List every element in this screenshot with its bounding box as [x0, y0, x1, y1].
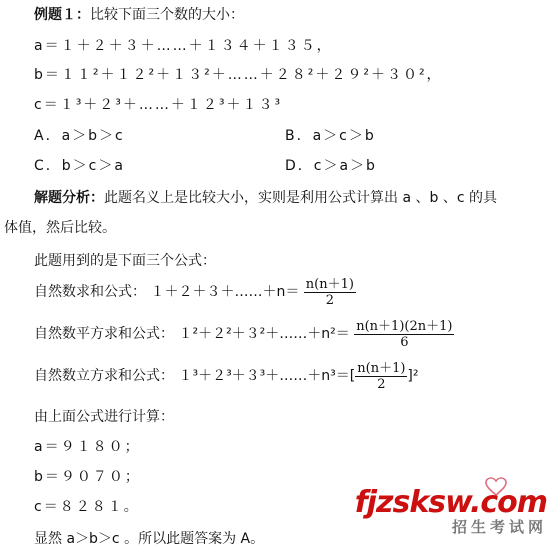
- fraction-denominator: 2: [325, 292, 334, 308]
- formula-cube-fraction: [355, 361, 407, 392]
- formula-sum-label: 自然数求和公式：: [34, 284, 146, 300]
- formula-cube-tail: ]²: [407, 368, 419, 384]
- watermark-brand: fjzsksw.com: [354, 485, 547, 520]
- conclusion: 显然 a＞b＞c 。所以此题答案为 A。: [34, 531, 265, 547]
- option-a: A．a＞b＞c: [34, 128, 125, 144]
- example-heading: [34, 6, 244, 24]
- fraction-denominator: 6: [400, 334, 409, 350]
- fraction-denominator: 2: [377, 376, 386, 392]
- formula-sum: [34, 272, 356, 312]
- formula-cube-lhs: １³＋２³＋３³＋……＋n³＝[: [178, 368, 356, 384]
- option-d: D．c＞a＞b: [285, 158, 377, 174]
- formula-cube-sum: [34, 356, 419, 396]
- value-a: a＝９１８０；: [34, 439, 141, 455]
- value-b: b＝９０７０；: [34, 469, 141, 485]
- formula-intro: 此题用到的是下面三个公式：: [34, 253, 216, 269]
- site-watermark: [355, 485, 547, 537]
- calc-intro: 由上面公式进行计算：: [34, 409, 174, 425]
- formula-square-sum: [34, 314, 454, 354]
- formula-cube-label: 自然数立方求和公式：: [34, 368, 174, 384]
- analysis-paragraph: [34, 189, 497, 207]
- value-c: c＝８２８１。: [34, 499, 140, 515]
- fraction-numerator: n(n＋1): [305, 276, 354, 292]
- expression-b: b＝１１²＋１２²＋１３²＋……＋２８²＋２９²＋３０²，: [34, 67, 443, 83]
- formula-square-lhs: １²＋２²＋３²＋……＋n²＝: [178, 326, 350, 342]
- formula-sum-fraction: [304, 277, 356, 308]
- example-prompt: 比较下面三个数的大小：: [90, 7, 244, 23]
- watermark-subtitle: 招生考试网: [451, 518, 547, 536]
- option-b: B．a＞c＞b: [285, 128, 376, 144]
- formula-square-label: 自然数平方求和公式：: [34, 326, 174, 342]
- formula-sum-lhs: １＋２＋３＋……＋n＝: [150, 284, 300, 300]
- analysis-text-1: 此题名义上是比较大小，实则是利用公式计算出 a 、b 、c 的具: [104, 190, 497, 206]
- analysis-heading: 解题分析：: [34, 190, 104, 206]
- option-c: C．b＞c＞a: [34, 158, 125, 174]
- analysis-text-2: 体值，然后比较。: [4, 220, 116, 236]
- expression-c: c＝１³＋２³＋……＋１２³＋１３³: [34, 97, 283, 113]
- formula-square-fraction: [354, 319, 454, 350]
- example-title: 例题１：: [34, 7, 90, 23]
- fraction-numerator: n(n＋1): [357, 360, 406, 376]
- fraction-numerator: n(n＋1)(2n＋1): [356, 318, 453, 334]
- expression-a: a＝１＋２＋３＋……＋１３４＋１３５，: [34, 38, 333, 54]
